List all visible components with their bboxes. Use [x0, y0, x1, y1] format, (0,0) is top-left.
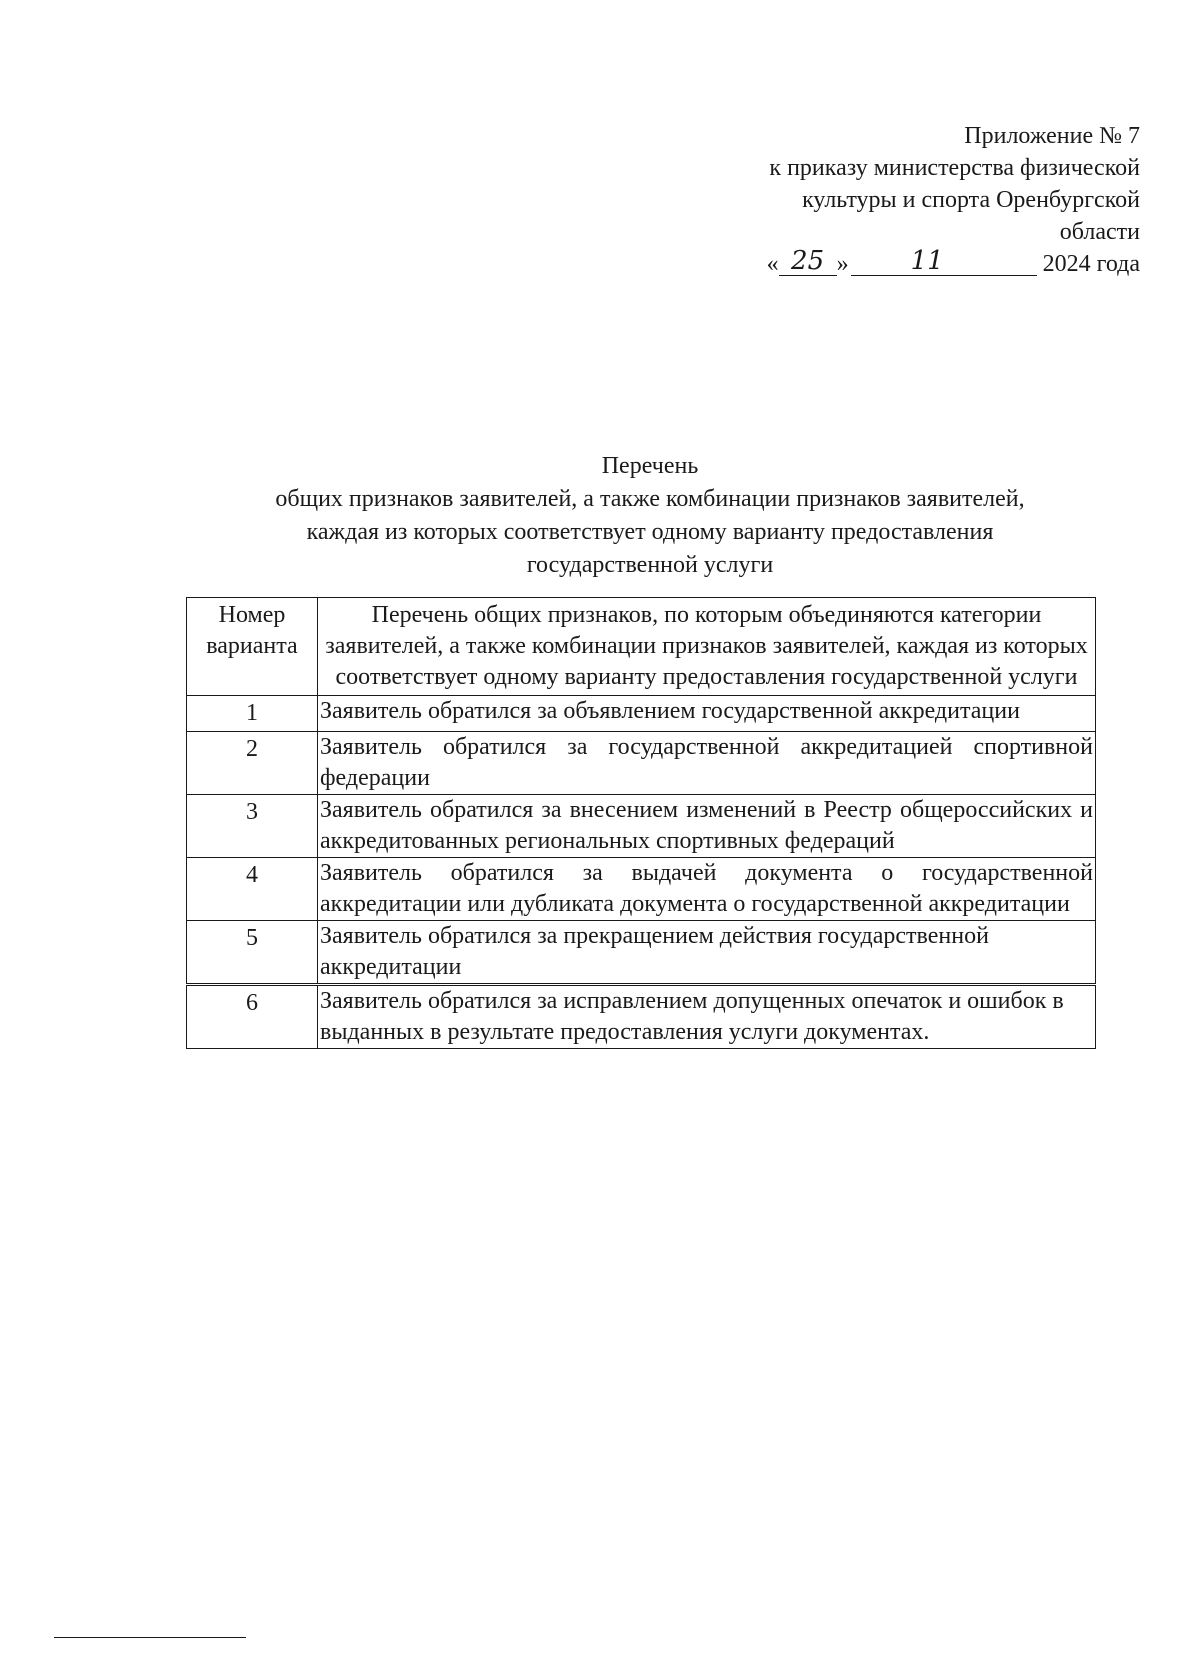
- variants-table: [186, 597, 1096, 1049]
- date-year: 2024 года: [1042, 251, 1140, 277]
- title-line-3: каждая из которых соответствует одному варианту предоставления: [306, 519, 994, 545]
- variant-criteria: Заявитель обратился за выдачей документа о государственной аккредитации или дубликата документа о государственной аккредитации: [318, 858, 1096, 921]
- variant-criteria: Заявитель обратился за прекращением действия государственной аккредитации: [318, 921, 1096, 985]
- table-row: [187, 858, 1096, 921]
- header-criteria: Перечень общих признаков, по которым объединяются категории заявителей, а также комбинации признаков заявителей, каждая из которых соответствует одному варианту предоставления государственной услуги: [318, 598, 1096, 696]
- variant-criteria: Заявитель обратился за внесением изменений в Реестр общероссийских и аккредитованных региональных спортивных федераций: [318, 795, 1096, 858]
- table-row: [187, 696, 1096, 732]
- date-month-handwritten: 11: [851, 247, 1037, 276]
- order-reference-line1: к приказу министерства физической: [769, 155, 1140, 181]
- date-close-quote: »: [836, 251, 849, 277]
- variant-criteria: Заявитель обратился за государственной аккредитацией спортивной федерации: [318, 732, 1096, 795]
- table-row: [187, 795, 1096, 858]
- variant-number: 1: [187, 696, 318, 732]
- variant-criteria: Заявитель обратился за объявлением государственной аккредитации: [318, 696, 1096, 732]
- order-reference-line2: культуры и спорта Оренбургской: [802, 187, 1140, 213]
- table-row: [187, 732, 1096, 795]
- variant-criteria: Заявитель обратился за исправлением допущенных опечаток и ошибок в выданных в результате предоставления услуги документах.: [318, 985, 1096, 1049]
- variant-number: 5: [187, 921, 318, 985]
- table-row: [187, 921, 1096, 985]
- table-row: [187, 985, 1096, 1049]
- title-line-1: Перечень: [601, 453, 699, 479]
- header-variant-number: Номер варианта: [187, 598, 318, 696]
- title-line-2: общих признаков заявителей, а также комбинации признаков заявителей,: [275, 486, 1025, 512]
- order-reference-line3: области: [1059, 219, 1140, 245]
- variant-number: 3: [187, 795, 318, 858]
- date-open-quote: «: [766, 251, 779, 277]
- document-title: [160, 450, 1140, 582]
- appendix-header: [670, 120, 1140, 280]
- variant-number: 4: [187, 858, 318, 921]
- date-day-handwritten: 25: [779, 247, 837, 276]
- variant-number: 2: [187, 732, 318, 795]
- table-header-row: [187, 598, 1096, 696]
- order-date: [670, 248, 1140, 280]
- title-line-4: государственной услуги: [526, 552, 774, 578]
- appendix-number: Приложение № 7: [964, 123, 1140, 149]
- footnote-separator: [54, 1637, 246, 1638]
- variant-number: 6: [187, 985, 318, 1049]
